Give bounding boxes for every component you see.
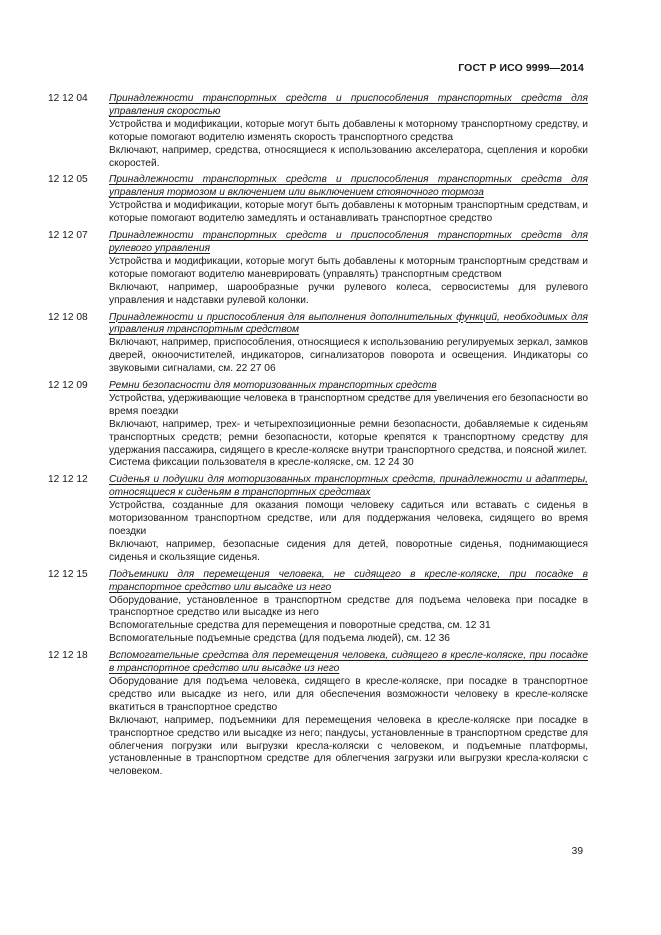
entry-cross-reference: Вспомогательные подъемные средства (для подъема людей), см. 12 36 — [109, 633, 450, 645]
entry-code: 12 12 07 — [48, 230, 88, 242]
entry-inclusion-note: Включают, например, трех- и четырехпозиционные ремни безопасности, добавляемые к сиденьям транспортных средств; ремни безопасности, которые крепятся к транспортному средству для удержания пассажира, сидящего в кресле-коляске внутри транспортного средства, и поясной жилет. — [109, 418, 588, 456]
entry-description: Оборудование для подъема человека, сидящего в кресле-коляске, при посадке в транспортное средство или высадке из него, или для обеспечения возможности человеку в кресле-коляске вкатиться в транспортное средство — [109, 675, 588, 713]
entry-title: Принадлежности транспортных средств и приспособления транспортных средств для управления тормозом и включением или выключением стояночного тормоза — [109, 174, 588, 199]
entry-cross-reference: Вспомогательные средства для перемещения и поворотные средства, см. 12 31 — [109, 620, 491, 632]
entry-description: Оборудование, установленное в транспортном средстве для подъема человека при посадке в транспортное средство или высадке из него — [109, 594, 588, 619]
entry-title: Подъемники для перемещения человека, не сидящего в кресле-коляске, при посадке в транспортное средство или высадке из него — [109, 568, 588, 593]
entry-code: 12 12 04 — [48, 93, 88, 104]
entry-title: Принадлежности транспортных средств и приспособления транспортных средств для рулевого управления — [109, 230, 588, 254]
entry-code: 12 12 15 — [48, 568, 88, 580]
entry-12-12-18 — [48, 650, 588, 779]
classification-entries — [48, 93, 588, 783]
entry-inclusion-note: Включают, например, шарообразные ручки рулевого колеса, сервосистемы для рулевого управления и надставки рулевой колонки. — [109, 281, 588, 306]
entry-description: Устройства и модификации, которые могут быть добавлены к моторным транспортным средствам, и которые помогают водителю замедлять и останавливать транспортное средство — [109, 200, 588, 225]
entry-code: 12 12 09 — [48, 380, 88, 392]
entry-inclusion-note: Включают, например, приспособления, относящиеся к использованию регулируемых зеркал, замков дверей, окноочистителей, индикаторов, сигнализаторов поворота и освещения. Индикаторы со звуковыми сигналами, см. 22 27 06 — [109, 337, 588, 375]
entry-code: 12 12 08 — [48, 311, 88, 323]
entry-code: 12 12 12 — [48, 474, 88, 486]
entry-inclusion-note: Включают, например, подъемники для перемещения человека в кресле-коляске при посадке в транспортное средство или высадке из него; пандусы, установленные в транспортном средстве для облегчения погрузки или выгрузки кресла-коляски с человеком, и подъемные платформы, установленные в транспортном средстве для облегчения загрузки или выгрузки кресла-коляски с человеком. — [109, 714, 588, 778]
entry-cross-reference: Система фиксации пользователя в кресле-коляске, см. 12 24 30 — [109, 457, 414, 469]
entry-12-12-07 — [48, 230, 588, 307]
entry-12-12-09 — [48, 380, 588, 470]
entry-inclusion-note: Включают, например, безопасные сидения для детей, поворотные сиденья, поднимающиеся сиденья и скользящие сиденья. — [109, 538, 588, 563]
entry-description: Устройства и модификации, которые могут быть добавлены к моторным транспортным средствам и которые помогают водителю маневрировать (управлять) транспортным средством — [109, 255, 588, 280]
entry-description: Устройства и модификации, которые могут быть добавлены к моторному транспортному средству, и которые помогают водителю изменять скорость транспортного средства — [109, 118, 588, 143]
entry-title: Ремни безопасности для моторизованных транспортных средств — [109, 380, 437, 392]
entry-12-12-15 — [48, 569, 588, 646]
entry-inclusion-note: Включают, например, средства, относящиеся к использованию акселератора, сцепления и коробки скоростей. — [109, 144, 588, 169]
entry-title: Вспомогательные средства для перемещения человека, сидящего в кресле-коляске, при посадке в транспортное средство или высадке из него — [109, 650, 588, 675]
entry-12-12-05 — [48, 174, 588, 226]
entry-12-12-04 — [48, 93, 588, 170]
entry-code: 12 12 05 — [48, 174, 88, 186]
entry-description: Устройства, удерживающие человека в транспортном средстве для увеличения его безопасности во время поездки — [109, 392, 588, 417]
page-number: 39 — [571, 846, 583, 857]
entry-12-12-12 — [48, 474, 588, 564]
entry-title: Сиденья и подушки для моторизованных транспортных средств, принадлежности и адаптеры, относящиеся к сиденьям в транспортных средствах — [109, 474, 588, 499]
entry-12-12-08 — [48, 312, 588, 377]
entry-code: 12 12 18 — [48, 650, 88, 662]
entry-description: Устройства, созданные для оказания помощи человеку садиться или вставать с сиденья в моторизованном транспортном средстве, или для поддержания человека, сидящего во время поездки — [109, 500, 588, 537]
standard-header: ГОСТ Р ИСО 9999—2014 — [458, 62, 584, 74]
entry-title: Принадлежности и приспособления для выполнения дополнительных функций, необходимых для управления транспортным средством — [109, 311, 588, 336]
entry-title: Принадлежности транспортных средств и приспособления транспортных средств для управления скоростью — [109, 93, 588, 117]
